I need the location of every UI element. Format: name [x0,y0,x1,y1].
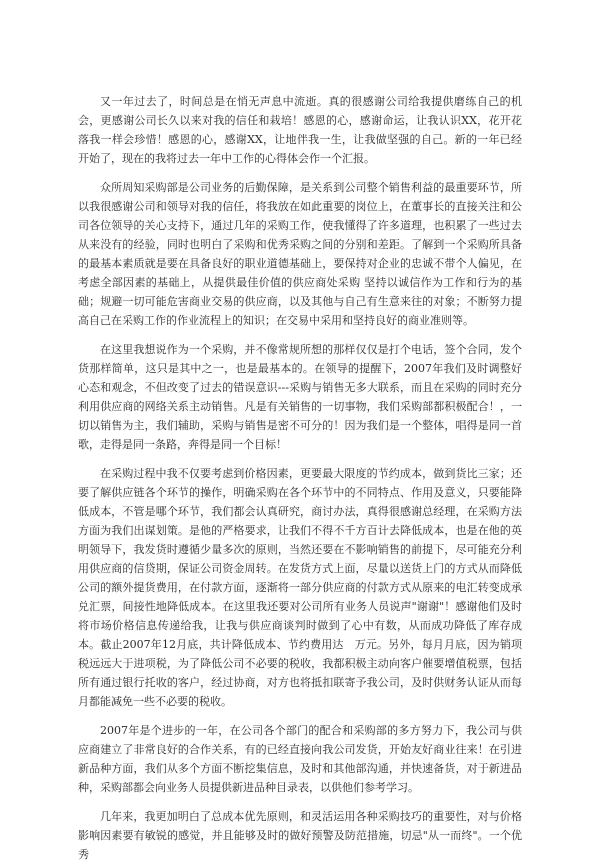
paragraph-progress-2007: 2007年是个进步的一年，在公司各个部门的配合和采购部的多方努力下，我公司与供应商建立了非常良好的合作关系，有的已经直接向我公司发货，开始友好商业往来！在引进新品种方面，我们从多个方面不断挖集信息，及时和其他部沟通，并快速备货，对于新进品种，采购部都会向业务人员提供新进品种目录表，以供他们参考学习。 [78,724,522,794]
paragraph-lessons: 几年来，我更加明白了总成本优先原则，和灵活运用各种采购技巧的重要性，对与价格影响因素要有敏锐的感觉，并且能够及时的做好预警及防范措施，切忌"从一而终"。一个优秀 [78,810,522,861]
paragraph-procurement-role: 众所周知采购部是公司业务的后勤保障，是关系到公司整个销售利益的最重要环节，所以我很感谢公司和领导对我的信任，将我放在如此重要的岗位上，在董事长的直接关注和公司各位领导的关心支持下，通过几年的采购工作，使我懂得了许多道理，也积累了一些过去从来没有的经验，同时也明白了采购和优秀采购之间的分别和差距。了解到一个采购所具备的最基本素质就是要在具备良好的职业道德基础上，要保持对企业的忠诚不带个人偏见，在考虑全部因素的基础上，从提供最佳价值的供应商处采购 坚持以诚信作为工作和行为的基础；规避一切可能危害商业交易的供应商，以及其他与自己有生意来往的对象；不断努力提高自己在采购工作的作业流程上的知识；在交易中采用和坚持良好的商业准则等。 [78,181,522,327]
paragraph-sales-support: 在这里我想说作为一个采购，并不像常规所想的那样仅仅是打个电话，签个合同，发个货那样简单，这只是其中之一，也是最基本的。在领导的提醒下，2007年我们及时调整好心态和观念，不但改变了过去的错误意识---采购与销售无多大联系，而且在采购的同时充分利用供应商的网络关系主动销售。凡是有关销售的一切事物，我们采购部都积极配合！，一切以销售为主，我们辅助，采购与销售是密不可分的！因为我们是一个整体，唱得是同一首歌，走得是同一条路，奔得是同一个目标！ [78,343,522,451]
paragraph-intro: 又一年过去了，时间总是在悄无声息中流逝。真的很感谢公司给我提供磨练自己的机会，更感谢公司长久以来对我的信任和栽培！感恩的心，感谢命运，让我认识XX，花开花落我一样会珍惜！感恩的心，感谢XX，让地伴我一生，让我做坚强的自己。新的一年已经开始了，现在的我将过去一年中工作的心得体会作一个汇报。 [78,95,522,165]
paragraph-cost-saving: 在采购过程中我不仅要考虑到价格因素，更要最大限度的节约成本，做到货比三家；还要了解供应链各个环节的操作，明确采购在各个环节中的不同特点、作用及意义，只要能降低成本，不管是哪个环节，我们都会认真研究，商讨办法，真得很感谢总经理，在采购方法方面为我们出谋划策。是他的严格要求，让我们不得不千方百计去降低成本，也是在他的英明领导下，我发货时遵循少量多次的原则，当然还要在不影响销售的前提下，尽可能充分利用供应商的信贷期，保证公司资金周转。在发货方式上面，尽量以送货上门的方式从而降低公司的额外提货费用，在付款方面，逐渐将一部分供应商的付款方式从原来的电汇转变成承兑汇票，间接性地降低成本。在这里我还要对公司所有业务人员说声"谢谢"！感谢他们及时将市场价格信息传递给我，让我与供应商谈判时做到了心中有数，从而成功降低了库存成本。截止2007年12月底，共计降低成本、节约费用达 万元。另外，每月月底，因为销项税远远大于进项税，为了降低公司不必要的税收，我都积极主动向客户催要增值税票，包括所有通过银行托收的客户，经过协商，对方也将抵扣联寄予我公司，及时供财务认证从而每月都能减免一些不必要的税收。 [78,467,522,708]
